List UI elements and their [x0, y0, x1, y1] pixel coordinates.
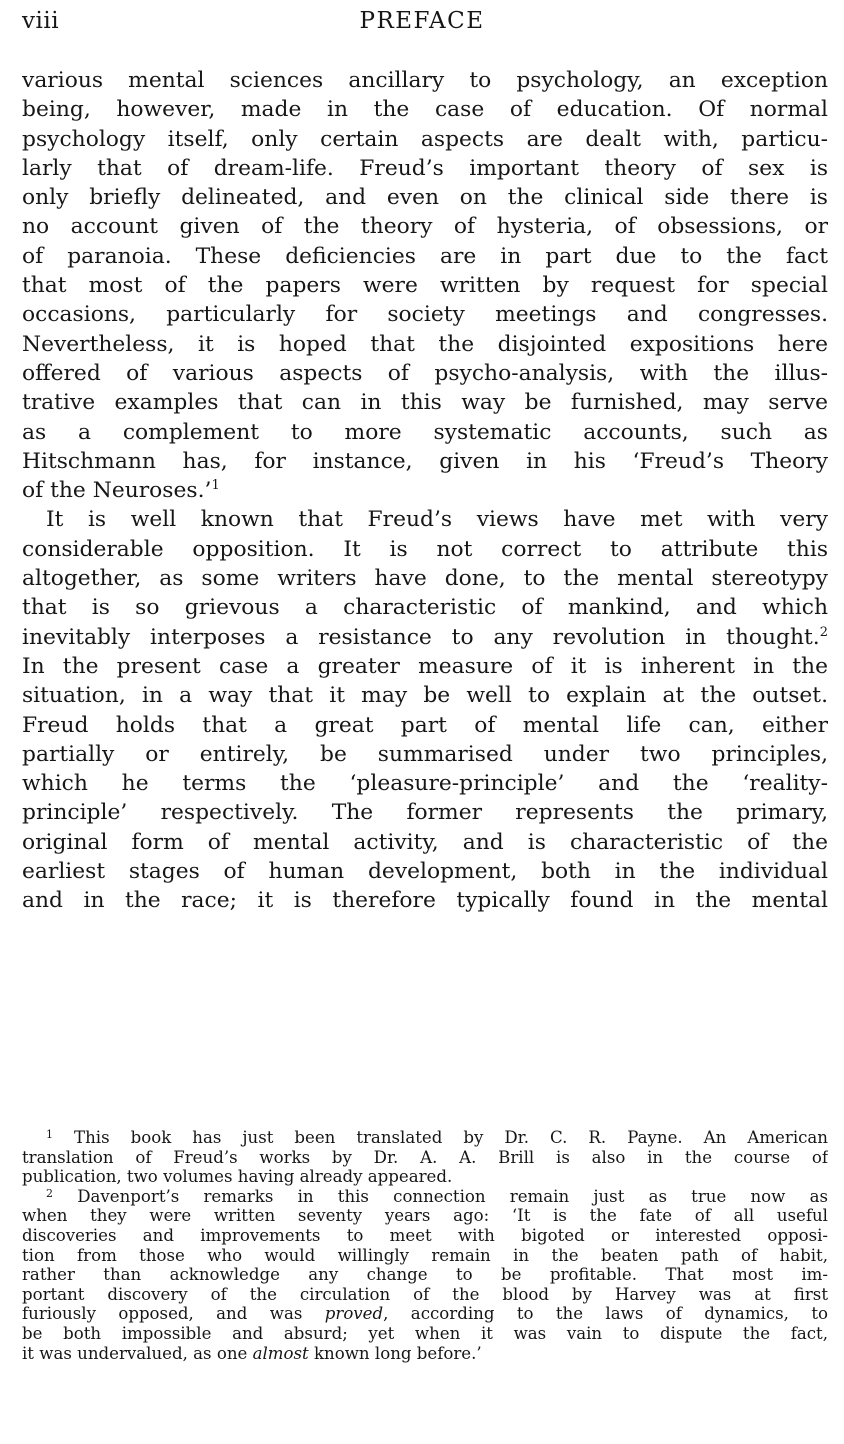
page-number: viii — [22, 8, 60, 34]
footnote-line — [22, 1304, 828, 1324]
text-line — [22, 476, 828, 505]
footnote-1 — [22, 1128, 828, 1187]
text-line: various mental sciences ancillary to psychology, an exception — [22, 68, 828, 93]
footnote-line: translation of Freud’s works by Dr. A. A. Brill is also in the course of — [22, 1147, 828, 1167]
footnote-line: discoveries and improvements to meet with bigoted or interested opposi- — [22, 1225, 828, 1245]
text-line: Hitschmann has, for instance, given in his ‘Freud’s Theory — [22, 448, 828, 474]
text-line: only briefly delineated, and even on the clinical side there is — [22, 185, 828, 211]
text-line: occasions, particularly for society meetings and congresses. — [22, 302, 828, 328]
text-line: trative examples that can in this way be furnished, may serve — [22, 390, 828, 416]
text-line: being, however, made in the case of education. Of normal — [22, 97, 828, 123]
text-line: principle’ respectively. The former represents the primary, — [22, 800, 828, 826]
footnote-line: when they were written seventy years ago: ‘It is the fate of all useful — [22, 1206, 828, 1226]
footnote-line: portant discovery of the circulation of the blood by Harvey was at first — [22, 1284, 828, 1304]
text-line-paragraph-start: It is well known that Freud’s views have met with very — [46, 507, 828, 533]
text-line: earliest stages of human development, both in the individual — [22, 859, 828, 885]
text-line: that most of the papers were written by request for special — [22, 273, 828, 299]
text-line: no account given of the theory of hysteria, of obsessions, or — [22, 214, 828, 240]
footnote-line: tion from those who would willingly remain in the beaten path of habit, — [22, 1245, 828, 1265]
text-line: original form of mental activity, and is characteristic of the — [22, 829, 828, 855]
italic-word: proved — [324, 1304, 384, 1324]
footnote-ref-2: 2 — [819, 624, 828, 640]
footnote-2 — [22, 1187, 828, 1363]
footnote-line-content: Davenport’s remarks in this connection remain just as true now as — [77, 1186, 828, 1206]
footnote-line-content: , according to the laws of dynamics, to — [383, 1304, 828, 1324]
text-line: altogether, as some writers have done, to the mental stereotypy — [22, 566, 828, 592]
text-line-content: inevitably interposes a resistance to any revolution in thought. — [22, 624, 820, 650]
footnote-mark: 1 — [46, 1128, 53, 1141]
text-line-content: of the Neuroses.’ — [22, 478, 212, 504]
text-line: that is so grievous a characteristic of mankind, and which — [22, 595, 828, 621]
text-line: of paranoia. These deficiencies are in part due to the fact — [22, 243, 828, 269]
footnote-line-content: furiously opposed, and was — [22, 1304, 303, 1324]
footnote-line — [22, 1344, 828, 1364]
text-line: larly that of dream-life. Freud’s important theory of sex is — [22, 155, 828, 181]
running-title: PREFACE — [359, 8, 485, 34]
text-line: situation, in a way that it may be well to explain at the outset. — [22, 683, 828, 709]
body-text — [22, 66, 828, 916]
text-line: which he terms the ‘pleasure-principle’ and the ‘reality- — [22, 771, 828, 797]
text-line: Nevertheless, it is hoped that the disjointed expositions here — [22, 331, 828, 357]
text-line: offered of various aspects of psycho-analysis, with the illus- — [22, 360, 828, 386]
footnote-line — [22, 1187, 828, 1207]
text-line — [22, 623, 828, 652]
footnotes — [22, 1128, 828, 1363]
text-line: as a complement to more systematic accounts, such as — [22, 419, 828, 445]
text-line: In the present case a greater measure of it is inherent in the — [22, 653, 828, 679]
footnote-line-content: known long before.’ — [314, 1343, 482, 1363]
footnote-line: rather than acknowledge any change to be profitable. That most im- — [22, 1265, 828, 1285]
text-line: partially or entirely, be summarised under two principles, — [22, 741, 828, 767]
footnote-line — [22, 1128, 828, 1148]
footnote-line: publication, two volumes having already appeared. — [22, 1167, 453, 1187]
running-head — [22, 6, 822, 40]
footnote-ref-1: 1 — [211, 478, 220, 494]
footnote-mark: 2 — [46, 1186, 53, 1200]
footnote-line-content: This book has just been translated by Dr. C. R. Payne. An American — [74, 1128, 828, 1147]
text-line: and in the race; it is therefore typically found in the mental — [22, 888, 828, 914]
footnote-line-content: it was undervalued, as one — [22, 1343, 248, 1363]
text-line: psychology itself, only certain aspects are dealt with, particu- — [22, 126, 828, 152]
text-line: considerable opposition. It is not correct to attribute this — [22, 536, 828, 562]
footnote-line: be both impossible and absurd; yet when it was vain to dispute the fact, — [22, 1323, 828, 1343]
text-line: Freud holds that a great part of mental life can, either — [22, 712, 828, 738]
italic-word: almost — [252, 1343, 309, 1363]
